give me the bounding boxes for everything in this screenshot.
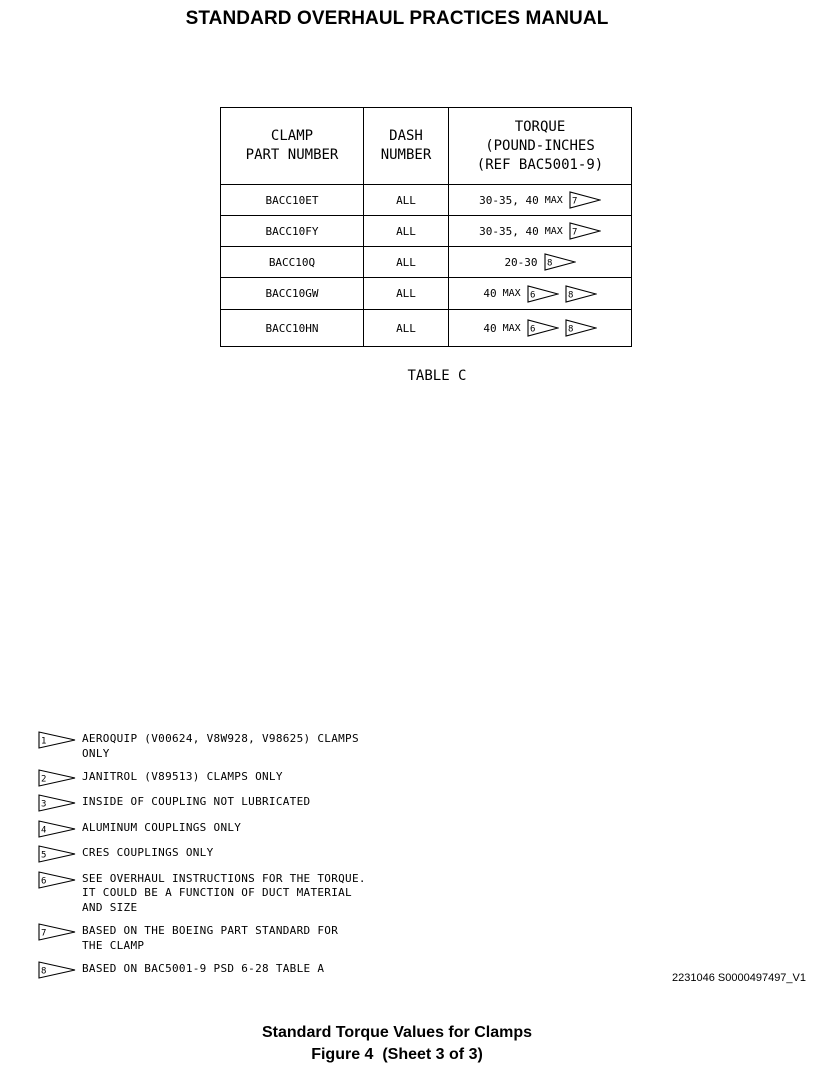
flag-note-icon bbox=[38, 769, 76, 787]
flag-note-icon bbox=[38, 820, 76, 838]
flag-note-icon bbox=[565, 285, 597, 303]
flag-number: 8 bbox=[567, 324, 574, 335]
flag-note-icon bbox=[38, 961, 76, 979]
flag-number: 8 bbox=[546, 258, 552, 269]
header-clamp-line1: CLAMP bbox=[270, 128, 314, 144]
part-number-cell: BACC10FY bbox=[221, 216, 364, 247]
note-text: BASED ON THE BOEING PART STANDARD FOR THE CLAMP bbox=[82, 923, 339, 952]
flag-note-icon bbox=[38, 731, 76, 749]
torque-cell bbox=[449, 278, 632, 310]
header-clamp-line2: PART NUMBER bbox=[245, 147, 339, 163]
note-text: ALUMINUM COUPLINGS ONLY bbox=[82, 820, 242, 834]
torque-max: MAX bbox=[502, 322, 521, 334]
flag-note-icon bbox=[527, 285, 559, 303]
part-number-cell: BACC10GW bbox=[221, 278, 364, 310]
header-torque-line2: (POUND-INCHES bbox=[485, 137, 595, 154]
figure-title: Standard Torque Values for Clamps bbox=[262, 1024, 532, 1041]
flag-number: 7 bbox=[571, 227, 578, 238]
part-number-cell: BACC10ET bbox=[221, 185, 364, 216]
list-item bbox=[38, 794, 458, 812]
header-dash-line1: DASH bbox=[389, 128, 423, 144]
list-item bbox=[38, 923, 458, 953]
table-row bbox=[221, 247, 632, 278]
table-row bbox=[221, 278, 632, 310]
flag-note-icon bbox=[527, 319, 559, 337]
header-torque-line1: TORQUE bbox=[514, 118, 566, 135]
torque-max: MAX bbox=[502, 288, 521, 299]
table-header-row bbox=[221, 108, 632, 185]
note-text: INSIDE OF COUPLING NOT LUBRICATED bbox=[82, 795, 311, 809]
torque-value: 40 bbox=[483, 321, 497, 335]
torque-cell bbox=[449, 185, 632, 216]
flag-note-icon bbox=[38, 845, 76, 863]
flag-note-icon bbox=[565, 319, 597, 337]
flag-number: 6 bbox=[529, 324, 536, 335]
list-item bbox=[38, 961, 458, 979]
table-caption: TABLE C bbox=[407, 368, 467, 384]
header-torque-line3: (REF BAC5001-9) bbox=[476, 156, 604, 173]
dash-number-cell: ALL bbox=[364, 247, 449, 278]
page-header: STANDARD OVERHAUL PRACTICES MANUAL bbox=[185, 8, 609, 29]
note-text: JANITROL (V89513) CLAMPS ONLY bbox=[82, 769, 283, 783]
flag-number: 7 bbox=[41, 928, 47, 939]
flag-number: 3 bbox=[41, 799, 47, 810]
torque-cell bbox=[449, 247, 632, 278]
header-dash-line2: NUMBER bbox=[380, 147, 432, 163]
torque-max: MAX bbox=[544, 225, 563, 237]
torque-max: MAX bbox=[544, 194, 563, 206]
torque-value: 20-30 bbox=[504, 255, 538, 269]
flag-number: 5 bbox=[41, 850, 47, 861]
list-item bbox=[38, 871, 458, 916]
dash-number-cell: ALL bbox=[364, 310, 449, 347]
torque-cell bbox=[449, 216, 632, 247]
note-text: AEROQUIP (V00624, V8W928, V98625) CLAMPS ONLY bbox=[82, 732, 359, 760]
flag-number: 1 bbox=[41, 736, 47, 747]
flag-number: 4 bbox=[41, 825, 47, 836]
figure-subtitle: Figure 4 (Sheet 3 of 3) bbox=[311, 1046, 483, 1063]
flag-number: 7 bbox=[571, 196, 578, 207]
dash-number-cell: ALL bbox=[364, 278, 449, 310]
note-text: SEE OVERHAUL INSTRUCTIONS FOR THE TORQUE. IT COULD BE A FUNCTION OF DUCT MATERIAL AND SIZE bbox=[82, 871, 366, 914]
flag-number: 6 bbox=[529, 290, 536, 300]
table-row bbox=[221, 310, 632, 347]
notes-list bbox=[38, 731, 458, 986]
flag-note-icon bbox=[38, 871, 76, 889]
list-item bbox=[38, 845, 458, 863]
flag-note-icon bbox=[569, 191, 601, 209]
note-text: BASED ON BAC5001-9 PSD 6-28 TABLE A bbox=[82, 961, 325, 975]
figure-caption bbox=[0, 1022, 794, 1066]
torque-table bbox=[220, 107, 632, 347]
flag-note-icon bbox=[38, 794, 76, 812]
table-row bbox=[221, 185, 632, 216]
note-text: CRES COUPLINGS ONLY bbox=[82, 846, 214, 860]
flag-number: 8 bbox=[41, 966, 47, 977]
flag-number: 6 bbox=[41, 876, 47, 887]
torque-cell bbox=[449, 310, 632, 347]
flag-number: 2 bbox=[41, 774, 47, 785]
torque-value: 30-35, 40 bbox=[479, 193, 539, 207]
dash-number-cell: ALL bbox=[364, 185, 449, 216]
torque-value: 30-35, 40 bbox=[479, 224, 539, 238]
part-number-cell: BACC10HN bbox=[221, 310, 364, 347]
header-dash-number bbox=[364, 108, 449, 185]
header-clamp-part-number bbox=[221, 108, 364, 185]
flag-number: 8 bbox=[567, 290, 574, 300]
flag-note-icon bbox=[569, 222, 601, 240]
torque-value: 40 bbox=[483, 287, 497, 300]
part-number-cell: BACC10Q bbox=[221, 247, 364, 278]
table-row bbox=[221, 216, 632, 247]
flag-note-icon bbox=[544, 253, 576, 271]
list-item bbox=[38, 820, 458, 838]
flag-note-icon bbox=[38, 923, 76, 941]
dash-number-cell: ALL bbox=[364, 216, 449, 247]
list-item bbox=[38, 731, 458, 761]
drawing-id: 2231046 S0000497497_V1 bbox=[672, 972, 806, 984]
list-item bbox=[38, 769, 458, 787]
header-torque bbox=[449, 108, 632, 185]
